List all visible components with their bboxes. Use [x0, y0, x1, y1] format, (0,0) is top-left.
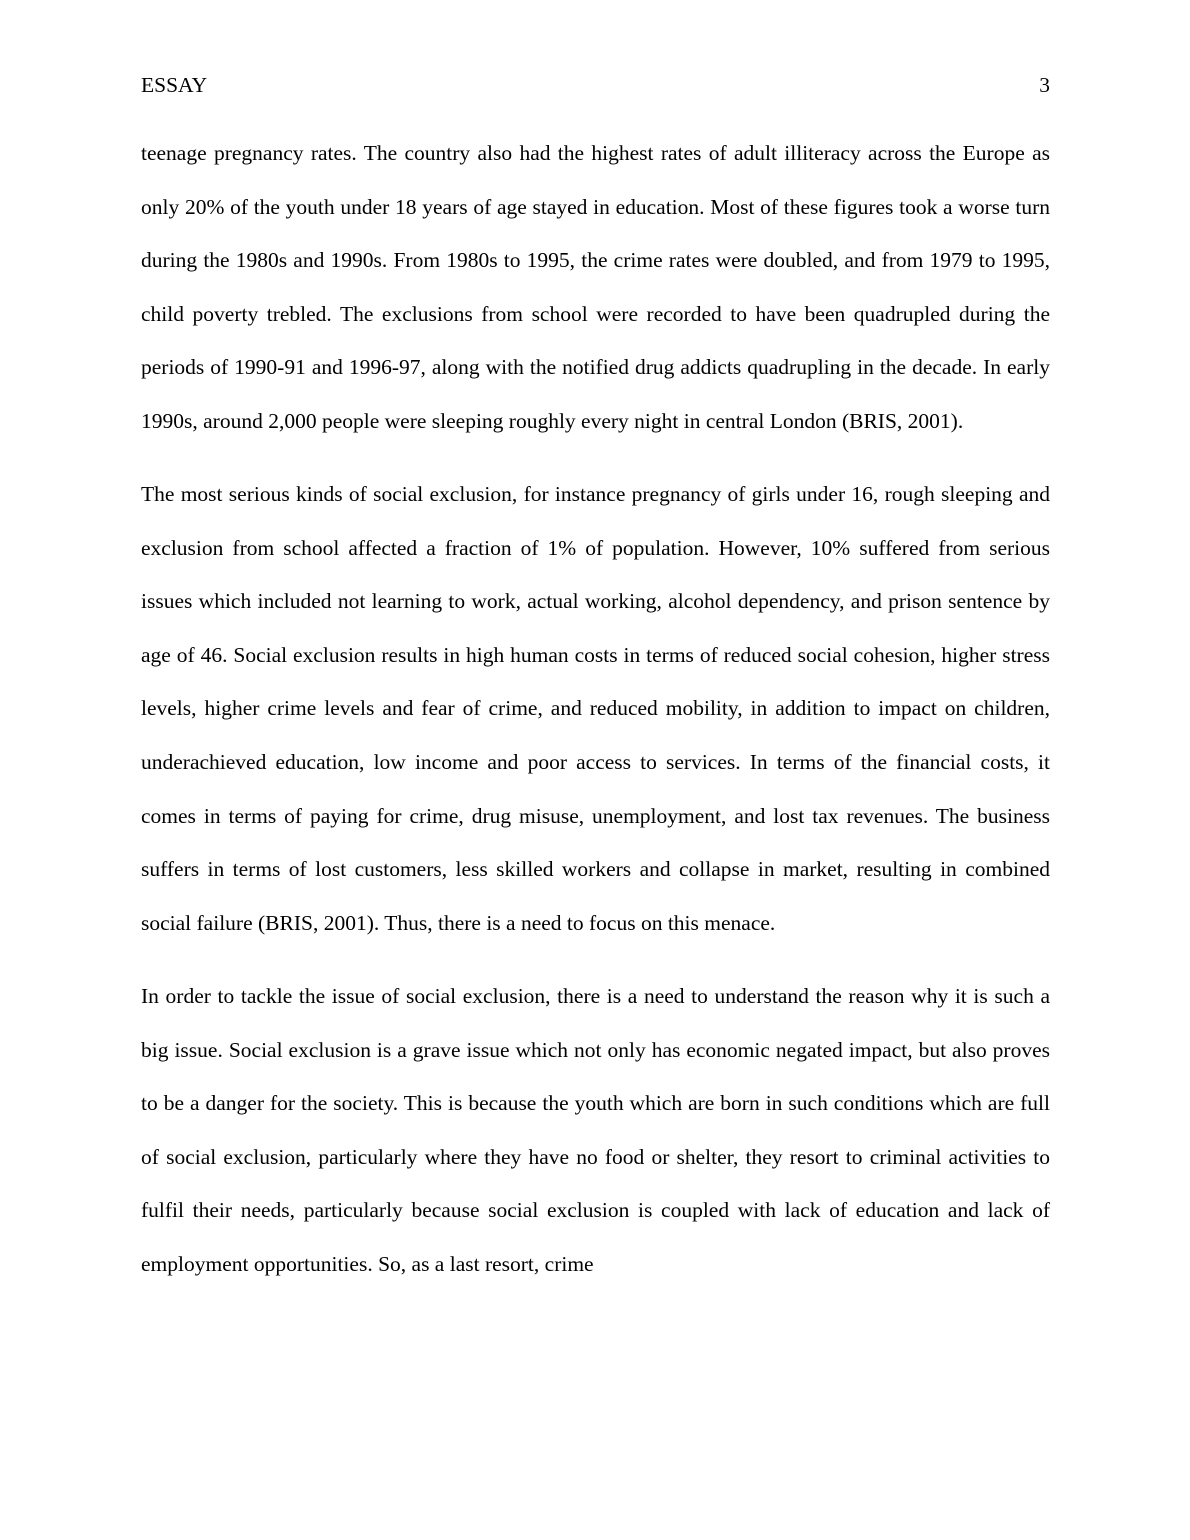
- document-body: [141, 127, 1050, 1311]
- page-number: 3: [1039, 73, 1050, 97]
- paragraph-1: teenage pregnancy rates. The country also had the highest rates of adult illiteracy across the Europe as only 20% of the youth under 18 years of age stayed in education. Most of these figures took a worse turn during the 1980s and 1990s. From 1980s to 1995, the crime rates were doubled, and from 1979 to 1995, child poverty trebled. The exclusions from school were recorded to have been quadrupled during the periods of 1990-91 and 1996-97, along with the notified drug addicts quadrupling in the decade. In early 1990s, around 2,000 people were sleeping roughly every night in central London (BRIS, 2001).: [141, 141, 1050, 433]
- paragraph-2: The most serious kinds of social exclusion, for instance pregnancy of girls under 16, rough sleeping and exclusion from school affected a fraction of 1% of population. However, 10% suffered from serious issues which included not learning to work, actual working, alcohol dependency, and prison sentence by age of 46. Social exclusion results in high human costs in terms of reduced social cohesion, higher stress levels, higher crime levels and fear of crime, and reduced mobility, in addition to impact on children, underachieved education, low income and poor access to services. In terms of the financial costs, it comes in terms of paying for crime, drug misuse, unemployment, and lost tax revenues. The business suffers in terms of lost customers, less skilled workers and collapse in market, resulting in combined social failure (BRIS, 2001). Thus, there is a need to focus on this menace.: [141, 482, 1050, 935]
- header-title: ESSAY: [141, 73, 208, 97]
- paragraph-3: In order to tackle the issue of social exclusion, there is a need to understand the reason why it is such a big issue. Social exclusion is a grave issue which not only has economic negated impact, but also proves to be a danger for the society. This is because the youth which are born in such conditions which are full of social exclusion, particularly where they have no food or shelter, they resort to criminal activities to fulfil their needs, particularly because social exclusion is coupled with lack of education and lack of employment opportunities. So, as a last resort, crime: [141, 983, 1050, 1276]
- running-header: [141, 70, 1050, 100]
